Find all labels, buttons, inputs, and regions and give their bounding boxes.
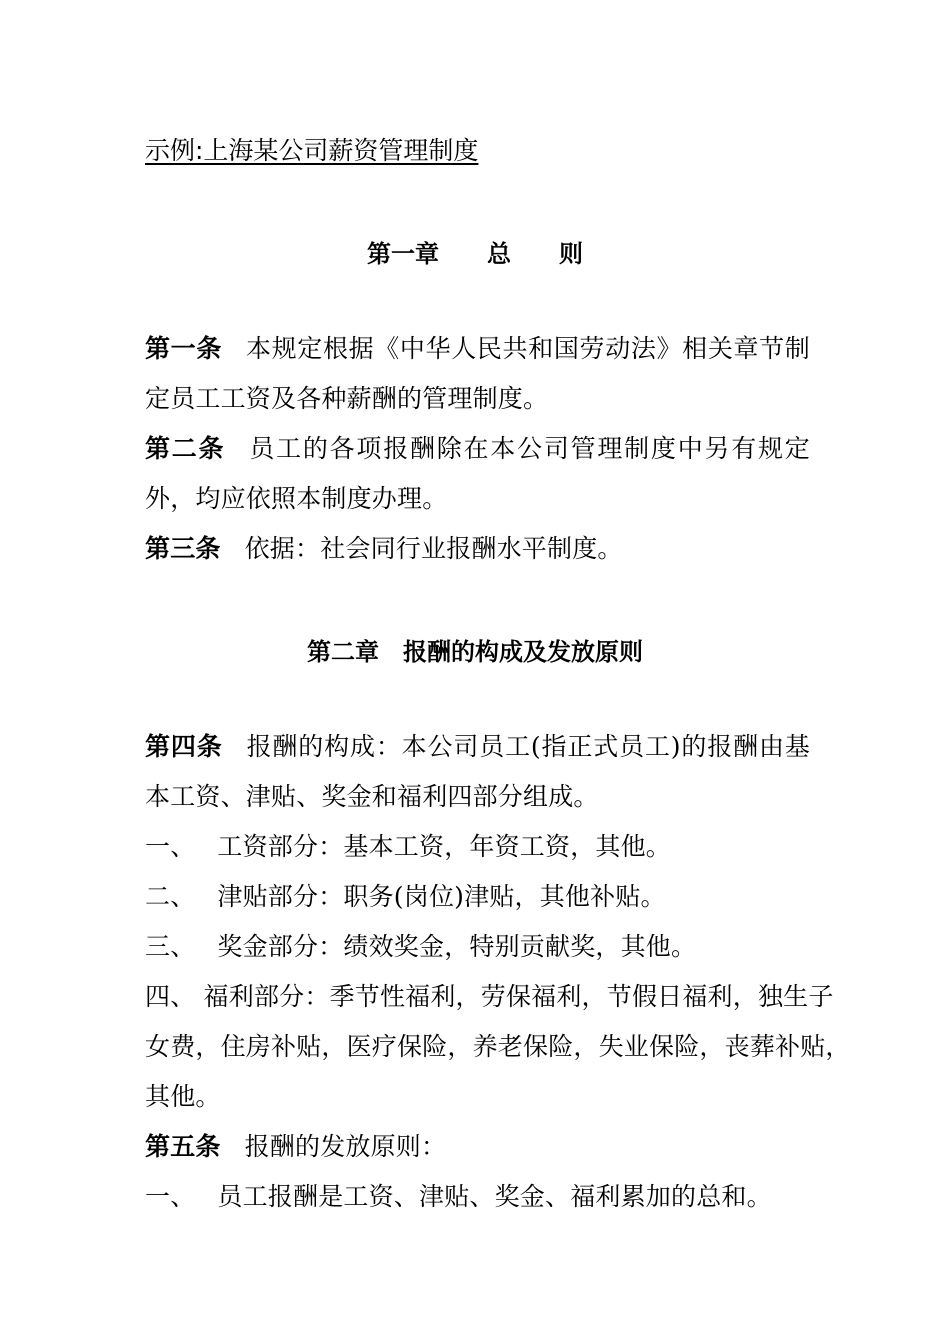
- list-item-3: [145, 922, 810, 972]
- article-1-line-1: [145, 324, 810, 374]
- list-item-2-text: 津贴部分：职务(岗位)津贴，其他补贴。: [217, 882, 666, 911]
- list-item-2-number: 二、: [145, 882, 196, 911]
- article-1-label: 第一条: [145, 334, 222, 363]
- article-2-text-1: 员工的各项报酬除在本公司管理制度中另有规定: [249, 434, 810, 463]
- article-2-line-1: [145, 424, 810, 474]
- article-4-text-1: 报酬的构成：本公司员工(指正式员工)的报酬由基: [246, 732, 810, 761]
- article-2-label: 第二条: [145, 434, 226, 463]
- list-item-1-number: 一、: [145, 832, 196, 861]
- list-item-4-line-3: 其他。: [145, 1082, 221, 1111]
- article-5-label: 第五条: [145, 1132, 221, 1161]
- list-item-2: [145, 872, 810, 922]
- list-item-5: [145, 1172, 810, 1222]
- list-item-4-line-1: 四、 福利部分：季节性福利，劳保福利，节假日福利，独生子: [145, 982, 834, 1011]
- list-item-3-text: 奖金部分：绩效奖金，特别贡献奖，其他。: [217, 932, 697, 961]
- document-title: 示例:上海某公司薪资管理制度: [145, 136, 479, 165]
- list-item-3-number: 三、: [145, 932, 196, 961]
- chapter-1-heading: 第一章 总 则: [367, 240, 583, 268]
- article-1-text-2: 定员工工资及各种薪酬的管理制度。: [145, 384, 549, 413]
- chapter-2-heading: 第二章 报酬的构成及发放原则: [307, 638, 643, 666]
- article-4-text-2: 本工资、津贴、奖金和福利四部分组成。: [145, 782, 599, 811]
- article-3-text-1: 依据：社会同行业报酬水平制度。: [244, 534, 623, 563]
- article-2-text-2: 外，均应依照本制度办理。: [145, 484, 448, 513]
- article-3-line-1: [145, 524, 810, 574]
- article-5-line-1: [145, 1122, 810, 1172]
- article-1-text-1: 本规定根据《中华人民共和国劳动法》相关章节制: [245, 334, 810, 363]
- list-item-5-number: 一、: [145, 1182, 196, 1211]
- list-item-5-text: 员工报酬是工资、津贴、奖金、福利累加的总和。: [217, 1182, 772, 1211]
- list-item-1: [145, 822, 810, 872]
- article-5-text-1: 报酬的发放原则：: [244, 1132, 447, 1161]
- article-4-label: 第四条: [145, 732, 223, 761]
- article-3-label: 第三条: [145, 534, 221, 563]
- article-4-line-1: [145, 722, 810, 772]
- list-item-1-text: 工资部分：基本工资，年资工资，其他。: [217, 832, 672, 861]
- list-item-4-line-2: 女费，住房补贴，医疗保险，养老保险，失业保险，丧葬补贴，: [145, 1032, 851, 1061]
